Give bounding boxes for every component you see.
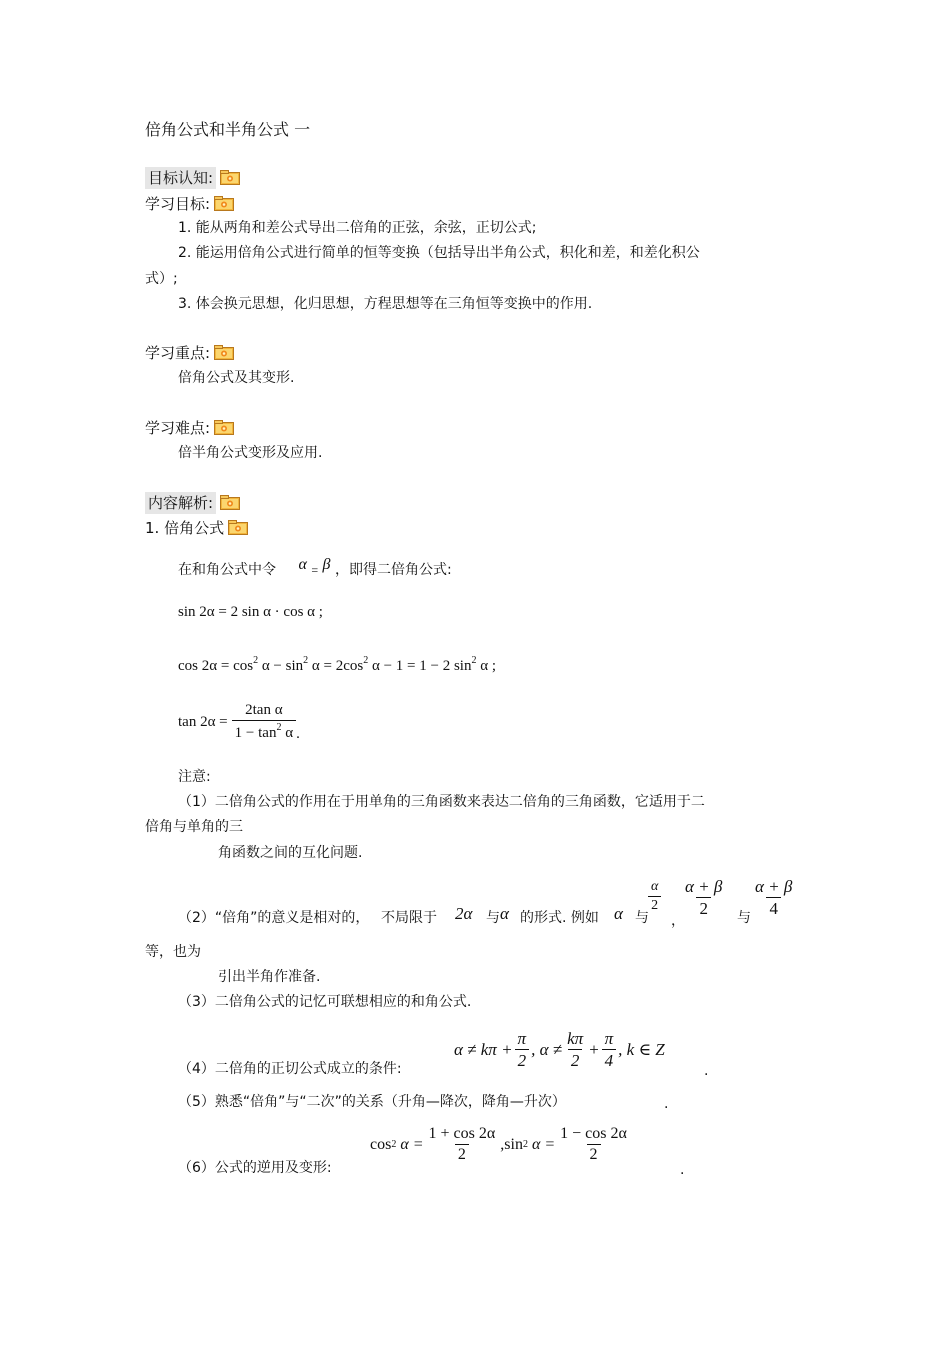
sin-formula-text: sin 2α = 2 sin α · cos α [178, 604, 316, 620]
power-reduction-formula [370, 1126, 632, 1163]
alpha-beta-quarter-fraction [752, 878, 795, 917]
formula-part: α = [400, 1135, 424, 1153]
difficult-text: 倍半角公式变形及应用. [178, 445, 323, 461]
folder-icon[interactable] [220, 170, 240, 185]
learning-goals-header: 学习目标: [145, 195, 211, 213]
fraction-numerator: π [604, 1029, 614, 1048]
cos-formula-part: cos 2α = cos [178, 658, 254, 674]
note-2-text: 等，也为 [145, 944, 201, 960]
formula-terminator: ; [318, 604, 323, 620]
tan-denominator [232, 720, 296, 741]
content-section [145, 495, 240, 511]
fraction-numerator: 1 − cos 2α [560, 1125, 627, 1142]
cos-formula-part: α = 2cos [311, 658, 364, 674]
alpha-half-fraction [648, 880, 661, 913]
beta-symbol: β [322, 556, 331, 573]
equals-symbol: = [311, 563, 319, 577]
page-title: 倍角公式和半角公式 一 [145, 120, 311, 139]
fraction-numerator: α + β [685, 877, 723, 896]
goals-header: 目标认知: [145, 167, 216, 189]
fraction-denominator: 2 [568, 1049, 583, 1069]
intro-prefix: 在和角公式中令 [178, 562, 276, 578]
key-text: 倍角公式及其变形. [178, 370, 295, 386]
tan-denominator-part: 1 − tan [234, 725, 277, 741]
fraction-denominator: 2 [455, 1144, 469, 1163]
key-header: 学习重点: [145, 344, 211, 362]
goal-item: 1. 能从两角和差公式导出二倍角的正弦，余弦，正切公式; [178, 220, 537, 236]
note-2-text: 与 [486, 910, 500, 926]
square-exponent: 2 [522, 1138, 528, 1150]
note-4-text: （4）二倍角的正切公式成立的条件: [178, 1061, 402, 1077]
folder-icon[interactable] [214, 196, 234, 211]
square-exponent: 2 [391, 1138, 397, 1150]
fraction-numerator: kπ [567, 1029, 584, 1048]
tan-numerator: 2tan α [245, 702, 283, 718]
condition-part: , α ≠ [531, 1040, 563, 1059]
two-alpha-symbol: 2α [455, 904, 473, 923]
square-exponent: 2 [363, 655, 369, 666]
note-2-text: 引出半角作准备. [218, 969, 321, 985]
subsection-double-angle [145, 520, 248, 536]
formula-part: cos [370, 1135, 392, 1153]
note-2-text: 不局限于 [381, 910, 437, 926]
intro-suffix: ，即得二倍角公式: [334, 562, 452, 578]
tan-formula-lhs: tan 2α = [178, 713, 228, 730]
note-1-line: （1）二倍角公式的作用在于用单角的三角函数来表达二倍角的三角函数，它适用于二 [178, 794, 705, 810]
formula-part: sin [504, 1135, 523, 1153]
folder-icon[interactable] [214, 420, 234, 435]
note-2-text: 的形式. 例如 [520, 910, 599, 926]
tan-fraction [232, 703, 296, 741]
folder-icon[interactable] [214, 345, 234, 360]
fraction-numerator: α [651, 879, 659, 894]
square-exponent: 2 [471, 655, 477, 666]
formula-terminator: . [296, 725, 300, 742]
tan-denominator-part: α [285, 725, 294, 741]
learning-goals-section [145, 196, 234, 212]
folder-icon[interactable] [228, 520, 248, 535]
subsection-title: 1. 倍角公式 [145, 519, 225, 537]
note-2-text: 与 [635, 910, 649, 926]
goals-section [145, 170, 240, 186]
content-header: 内容解析: [145, 492, 216, 514]
alpha-symbol: α [614, 904, 623, 923]
fraction-numerator: π [517, 1029, 527, 1048]
square-exponent: 2 [253, 655, 259, 666]
formula-part: α = [531, 1135, 556, 1153]
cos-formula-part: α − 1 = 1 − 2 sin [371, 658, 472, 674]
goal-item: 2. 能运用倍角公式进行简单的恒等变换（包括导出半角公式，积化和差，和差化积公 [178, 245, 700, 261]
key-section [145, 345, 234, 361]
cos-formula-part: α − sin [261, 658, 304, 674]
alpha-beta-half-fraction [682, 878, 725, 917]
note-header: 注意: [178, 769, 211, 785]
note-1-line: 角函数之间的互化问题. [218, 845, 363, 861]
note-1-line: 倍角与单角的三 [145, 819, 243, 835]
note-3-text: （3）二倍角公式的记忆可联想相应的和角公式. [178, 994, 472, 1010]
fraction-numerator: 1 + cos 2α [428, 1125, 496, 1142]
tan-condition-formula [454, 1030, 665, 1069]
goal-item: 式）; [145, 271, 178, 287]
note-6-text: （6）公式的逆用及变形: [178, 1160, 332, 1176]
difficult-section [145, 420, 234, 436]
cos-formula-part: α [480, 658, 489, 674]
condition-part: , k ∈ Z [618, 1040, 665, 1059]
note-5-terminator: . [664, 1096, 669, 1112]
condition-part: + [588, 1040, 600, 1059]
alpha-symbol: α [500, 904, 509, 923]
note-6-terminator: . [680, 1162, 685, 1178]
note-4-terminator: . [704, 1063, 709, 1079]
fraction-numerator: α + β [755, 877, 793, 896]
fraction-denominator: 4 [602, 1049, 617, 1069]
note-5-text: （5）熟悉“倍角”与“二次”的关系（升角—降次，降角—升次） [178, 1094, 566, 1110]
note-2-text: 与 [737, 910, 751, 926]
sin-double-formula [178, 605, 323, 620]
note-2-text: ， [671, 913, 685, 929]
note-2-text: （2）“倍角”的意义是相对的， [178, 910, 370, 926]
square-exponent: 2 [276, 722, 282, 733]
tan-double-formula [178, 703, 300, 741]
fraction-denominator: 4 [766, 897, 781, 917]
square-exponent: 2 [303, 655, 309, 666]
intro-line [178, 556, 452, 578]
formula-part: , [500, 1135, 505, 1153]
folder-icon[interactable] [220, 495, 240, 510]
fraction-denominator: 2 [587, 1144, 601, 1163]
fraction-denominator: 2 [696, 897, 711, 917]
alpha-symbol: α [298, 556, 307, 573]
fraction-denominator: 2 [515, 1049, 530, 1069]
condition-part: α ≠ kπ + [454, 1040, 513, 1059]
fraction-denominator: 2 [648, 896, 661, 913]
difficult-header: 学习难点: [145, 419, 211, 437]
cos-double-formula [178, 656, 496, 674]
formula-terminator: ; [491, 658, 496, 674]
goal-item: 3. 体会换元思想，化归思想，方程思想等在三角恒等变换中的作用. [178, 296, 593, 312]
